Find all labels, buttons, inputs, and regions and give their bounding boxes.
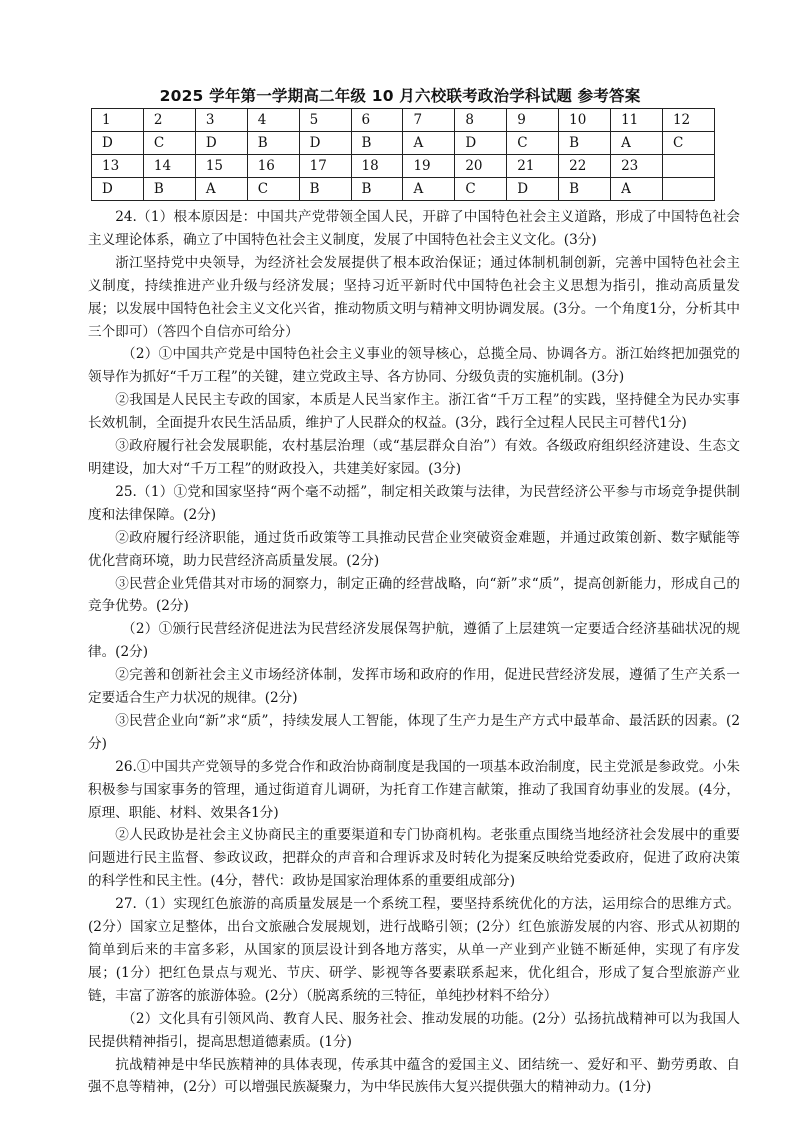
- answer-cell: D: [92, 132, 144, 155]
- answer-cell: C: [455, 178, 507, 201]
- question-number-cell: 7: [403, 109, 455, 132]
- answer-cell: D: [455, 132, 507, 155]
- paragraph-27-2-spirit: 抗战精神是中华民族精神的具体表现，传承其中蕴含的爱国主义、团结统一、爱好和平、勤劳勇敢、自强不息等精神，(2分）可以增强民族凝聚力，为中华民族伟大复兴提供强大的精神动力。(1分): [88, 1056, 740, 1096]
- paragraph-24-1-analysis: 浙江坚持党中央领导，为经济社会发展提供了根本政治保证；通过体制机制创新，完善中国特色社会主义制度，持续推进产业升级与经济发展；坚持习近平新时代中国特色社会主义思想为指引，推动高质量发展；以发展中国特色社会主义文化兴省，推动物质文明与精神文明协调发展。(3分。一个角度1分，分析其中三个即可）（答四个自信亦可给分）: [88, 254, 740, 340]
- answer-cell: C: [247, 178, 299, 201]
- paragraph-24-2-2: ②我国是人民民主专政的国家，本质是人民当家作主。浙江省“千万工程”的实践，坚持健全为民办实事长效机制，全面提升农民生活品质，维护了人民群众的权益。(3分，践行全过程人民民主可替代1分): [88, 392, 740, 432]
- question-number-cell: 15: [195, 155, 247, 178]
- question-number-cell: [662, 155, 714, 178]
- answer-table: [91, 108, 715, 201]
- paragraph-26-2: ②人民政协是社会主义协商民主的重要渠道和专门协商机构。老张重点围绕当地经济社会发展中的重要问题进行民主监督、参政议政，把群众的声音和合理诉求及时转化为提案反映给党委政府，促进了政府决策的科学性和民主性。(4分，替代：政协是国家治理体系的重要组成部分): [88, 827, 740, 890]
- answer-cell: [662, 178, 714, 201]
- paragraph-27-2: （2）文化具有引领风尚、教育人民、服务社会、推动发展的功能。(2分）弘扬抗战精神可以为我国人民提供精神指引，提高思想道德素质。(1分): [88, 1010, 740, 1050]
- question-number-cell: 8: [455, 109, 507, 132]
- question-number-cell: 12: [662, 109, 714, 132]
- answer-cell: C: [507, 132, 559, 155]
- answer-cell: B: [559, 178, 611, 201]
- question-number-cell: 22: [559, 155, 611, 178]
- question-number-cell: 19: [403, 155, 455, 178]
- question-number-cell: 10: [559, 109, 611, 132]
- paragraph-25-1-3: ③民营企业凭借其对市场的洞察力，制定正确的经营战略，向“新”求“质”，提高创新能力，形成自己的竞争优势。(2分): [88, 575, 740, 615]
- question-number-cell: 2: [143, 109, 195, 132]
- paragraph-26-1: 26.①中国共产党领导的多党合作和政治协商制度是我国的一项基本政治制度，民主党派是参政党。小朱积极参与国家事务的管理，通过街道育儿调研，为托育工作建言献策，推动了我国育幼事业的发展。(4分，原理、职能、材料、效果各1分): [88, 758, 740, 821]
- question-number-row: [92, 109, 715, 132]
- question-number-cell: 16: [247, 155, 299, 178]
- question-number-cell: 23: [611, 155, 663, 178]
- answer-cell: D: [92, 178, 144, 201]
- answer-row: [92, 178, 715, 201]
- paragraph-24-1: 24.（1）根本原因是：中国共产党带领全国人民，开辟了中国特色社会主义道路，形成了中国特色社会主义理论体系，确立了中国特色社会主义制度，发展了中国特色社会主义文化。(3分): [88, 209, 740, 248]
- paragraph-25-2-1: （2）①颁行民营经济促进法为民营经济发展保驾护航，遵循了上层建筑一定要适合经济基础状况的规律。(2分): [88, 621, 740, 661]
- answer-cell: B: [299, 178, 351, 201]
- answer-cell: B: [559, 132, 611, 155]
- paragraph-25-1-1: 25.（1）①党和国家坚持“两个毫不动摇”，制定相关政策与法律，为民营经济公平参与市场竞争提供制度和法律保障。(2分): [88, 483, 740, 523]
- question-number-row: [92, 155, 715, 178]
- question-number-cell: 17: [299, 155, 351, 178]
- question-number-cell: 13: [92, 155, 144, 178]
- answer-cell: D: [299, 132, 351, 155]
- answer-cell: A: [403, 178, 455, 201]
- answer-cell: C: [143, 132, 195, 155]
- answer-explanations: [88, 206, 740, 1099]
- question-number-cell: 5: [299, 109, 351, 132]
- question-number-cell: 9: [507, 109, 559, 132]
- question-number-cell: 6: [351, 109, 403, 132]
- answer-cell: B: [351, 178, 403, 201]
- question-number-cell: 1: [92, 109, 144, 132]
- answer-cell: A: [403, 132, 455, 155]
- page-title: 2025 学年第一学期高二年级 10 月六校联考政治学科试题 参考答案: [159, 87, 641, 105]
- question-number-cell: 11: [611, 109, 663, 132]
- answer-cell: A: [611, 178, 663, 201]
- answer-cell: A: [611, 132, 663, 155]
- answer-cell: B: [351, 132, 403, 155]
- question-number-cell: 21: [507, 155, 559, 178]
- question-number-cell: 14: [143, 155, 195, 178]
- answer-cell: B: [247, 132, 299, 155]
- question-number-cell: 18: [351, 155, 403, 178]
- paragraph-24-2-3: ③政府履行社会发展职能，农村基层治理（或“基层群众自治”）有效。各级政府组织经济建设、生态文明建设，加大对“千万工程”的财政投入，共建美好家园。(3分): [88, 438, 740, 477]
- paragraph-24-2-1: （2）①中国共产党是中国特色社会主义事业的领导核心，总揽全局、协调各方。浙江始终把加强党的领导作为抓好“千万工程”的关键，建立党政主导、各方协同、分级负责的实施机制。(3分): [88, 346, 740, 386]
- answer-cell: C: [662, 132, 714, 155]
- paragraph-25-2-3: ③民营企业向“新”求“质”，持续发展人工智能，体现了生产力是生产方式中最革命、最活跃的因素。(2分): [88, 712, 740, 752]
- question-number-cell: 20: [455, 155, 507, 178]
- answer-cell: D: [507, 178, 559, 201]
- paragraph-27-1: 27.（1）实现红色旅游的高质量发展是一个系统工程，要坚持系统优化的方法，运用综合的思维方式。(2分）国家立足整体，出台文旅融合发展规划，进行战略引领；(2分）红色旅游发展的内容、形式从初期的简单到后来的丰富多彩，从国家的顶层设计到各地方落实，从单一产业到产业链不断延伸，实现了有序发展；(1分）把红色景点与观光、节庆、研学、影视等各要素联系起来，优化组合，形成了复合型旅游产业链，丰富了游客的旅游体验。(2分）（脱离系统的三特征，单纯抄材料不给分）: [88, 896, 740, 1004]
- answer-row: [92, 132, 715, 155]
- paragraph-25-1-2: ②政府履行经济职能，通过货币政策等工具推动民营企业突破资金难题，并通过政策创新、数字赋能等优化营商环境，助力民营经济高质量发展。(2分): [88, 529, 740, 569]
- answer-cell: B: [143, 178, 195, 201]
- answer-cell: A: [195, 178, 247, 201]
- answer-cell: D: [195, 132, 247, 155]
- paragraph-25-2-2: ②完善和创新社会主义市场经济体制，发挥市场和政府的作用，促进民营经济发展，遵循了生产关系一定要适合生产力状况的规律。(2分): [88, 667, 740, 707]
- question-number-cell: 4: [247, 109, 299, 132]
- question-number-cell: 3: [195, 109, 247, 132]
